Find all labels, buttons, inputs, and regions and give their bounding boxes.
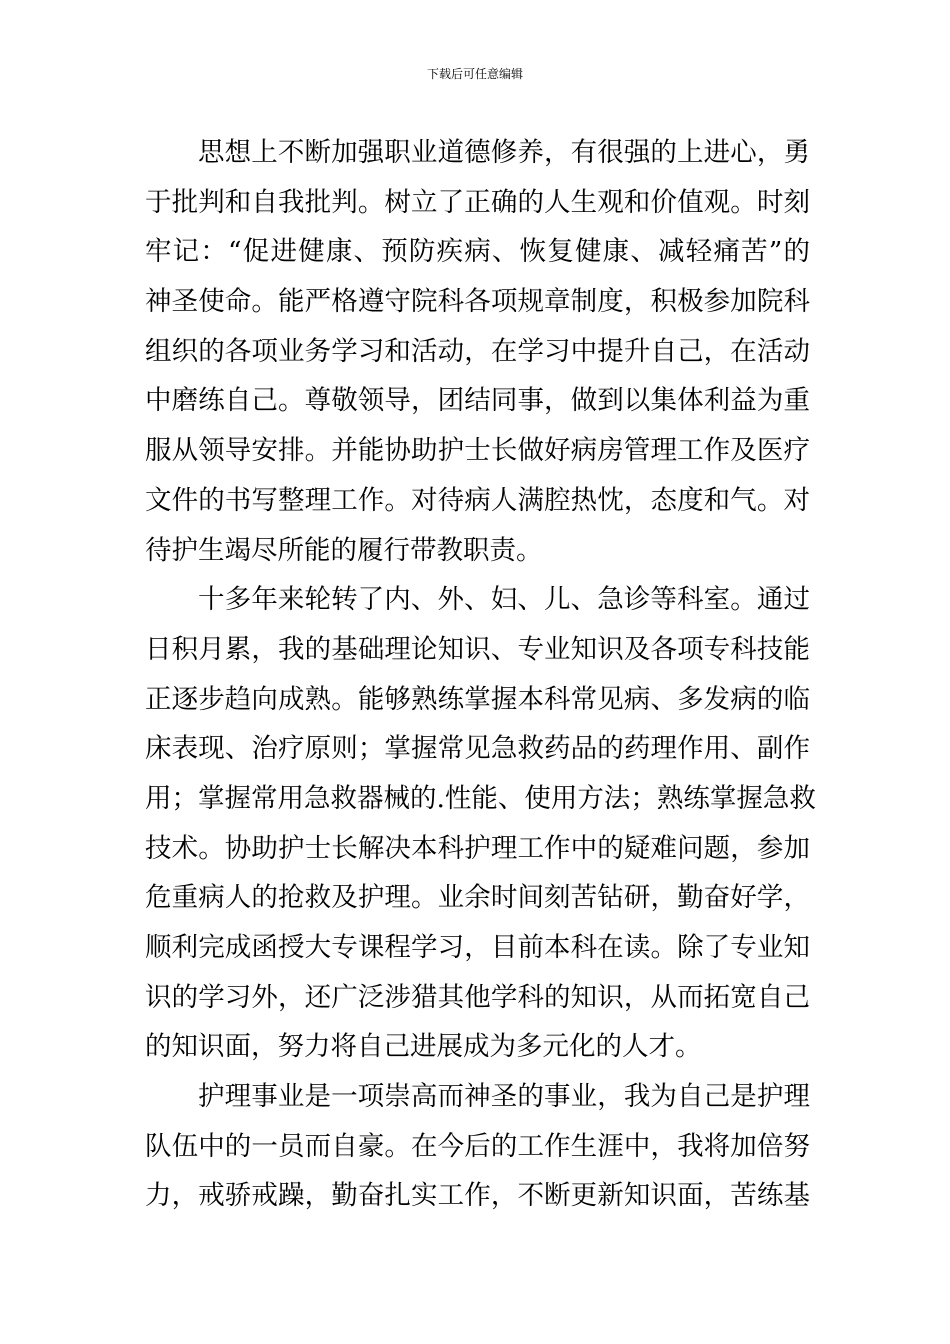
- text-line: 队伍中的一员而自豪。在今后的工作生涯中，我将加倍努: [145, 1130, 810, 1162]
- text-line: 危重病人的抢救及护理。业余时间刻苦钻研，勤奋好学，: [145, 882, 810, 914]
- text-line: 顺利完成函授大专课程学习，目前本科在读。除了专业知: [145, 932, 810, 963]
- text-line: 组织的各项业务学习和活动，在学习中提升自己，在活动: [145, 335, 810, 367]
- text-line: 识的学习外，还广泛涉猎其他学科的知识，从而拓宽自己: [145, 981, 810, 1013]
- text-line: 床表现、治疗原则；掌握常见急救药品的药理作用、副作: [145, 733, 810, 765]
- text-line: 力，戒骄戒躁，勤奋扎实工作，不断更新知识面，苦练基: [145, 1180, 810, 1212]
- text-line: 中磨练自己。尊敬领导，团结同事，做到以集体利益为重: [145, 385, 810, 417]
- text-line: 牢记：“促进健康、预防疾病、恢复健康、减轻痛苦”的: [145, 236, 810, 268]
- body-text: [145, 128, 816, 1221]
- text-line: 技术。协助护士长解决本科护理工作中的疑难问题，参加: [145, 832, 810, 864]
- text-line: 待护生竭尽所能的履行带教职责。: [145, 534, 543, 566]
- text-line: 十多年来轮转了内、外、妇、儿、急诊等科室。通过: [198, 584, 810, 616]
- text-line: 用；掌握常用急救器械的.性能、使用方法；熟练掌握急救: [145, 782, 816, 814]
- text-line: 日积月累，我的基础理论知识、专业知识及各项专科技能: [145, 633, 810, 665]
- text-line: 护理事业是一项崇高而神圣的事业，我为自己是护理: [198, 1081, 810, 1113]
- text-line: 思想上不断加强职业道德修养，有很强的上进心，勇: [198, 137, 810, 168]
- text-line: 于批判和自我批判。树立了正确的人生观和价值观。时刻: [145, 186, 810, 218]
- text-line: 服从领导安排。并能协助护士长做好病房管理工作及医疗: [145, 435, 810, 467]
- page-header: 下载后可任意编辑: [426, 67, 523, 81]
- text-line: 文件的书写整理工作。对待病人满腔热忱，态度和气。对: [145, 484, 810, 516]
- text-line: 的知识面，努力将自己进展成为多元化的人才。: [145, 1031, 702, 1063]
- text-line: 神圣使命。能严格遵守院科各项规章制度，积极参加院科: [145, 286, 810, 318]
- text-line: 正逐步趋向成熟。能够熟练掌握本科常见病、多发病的临: [145, 683, 810, 715]
